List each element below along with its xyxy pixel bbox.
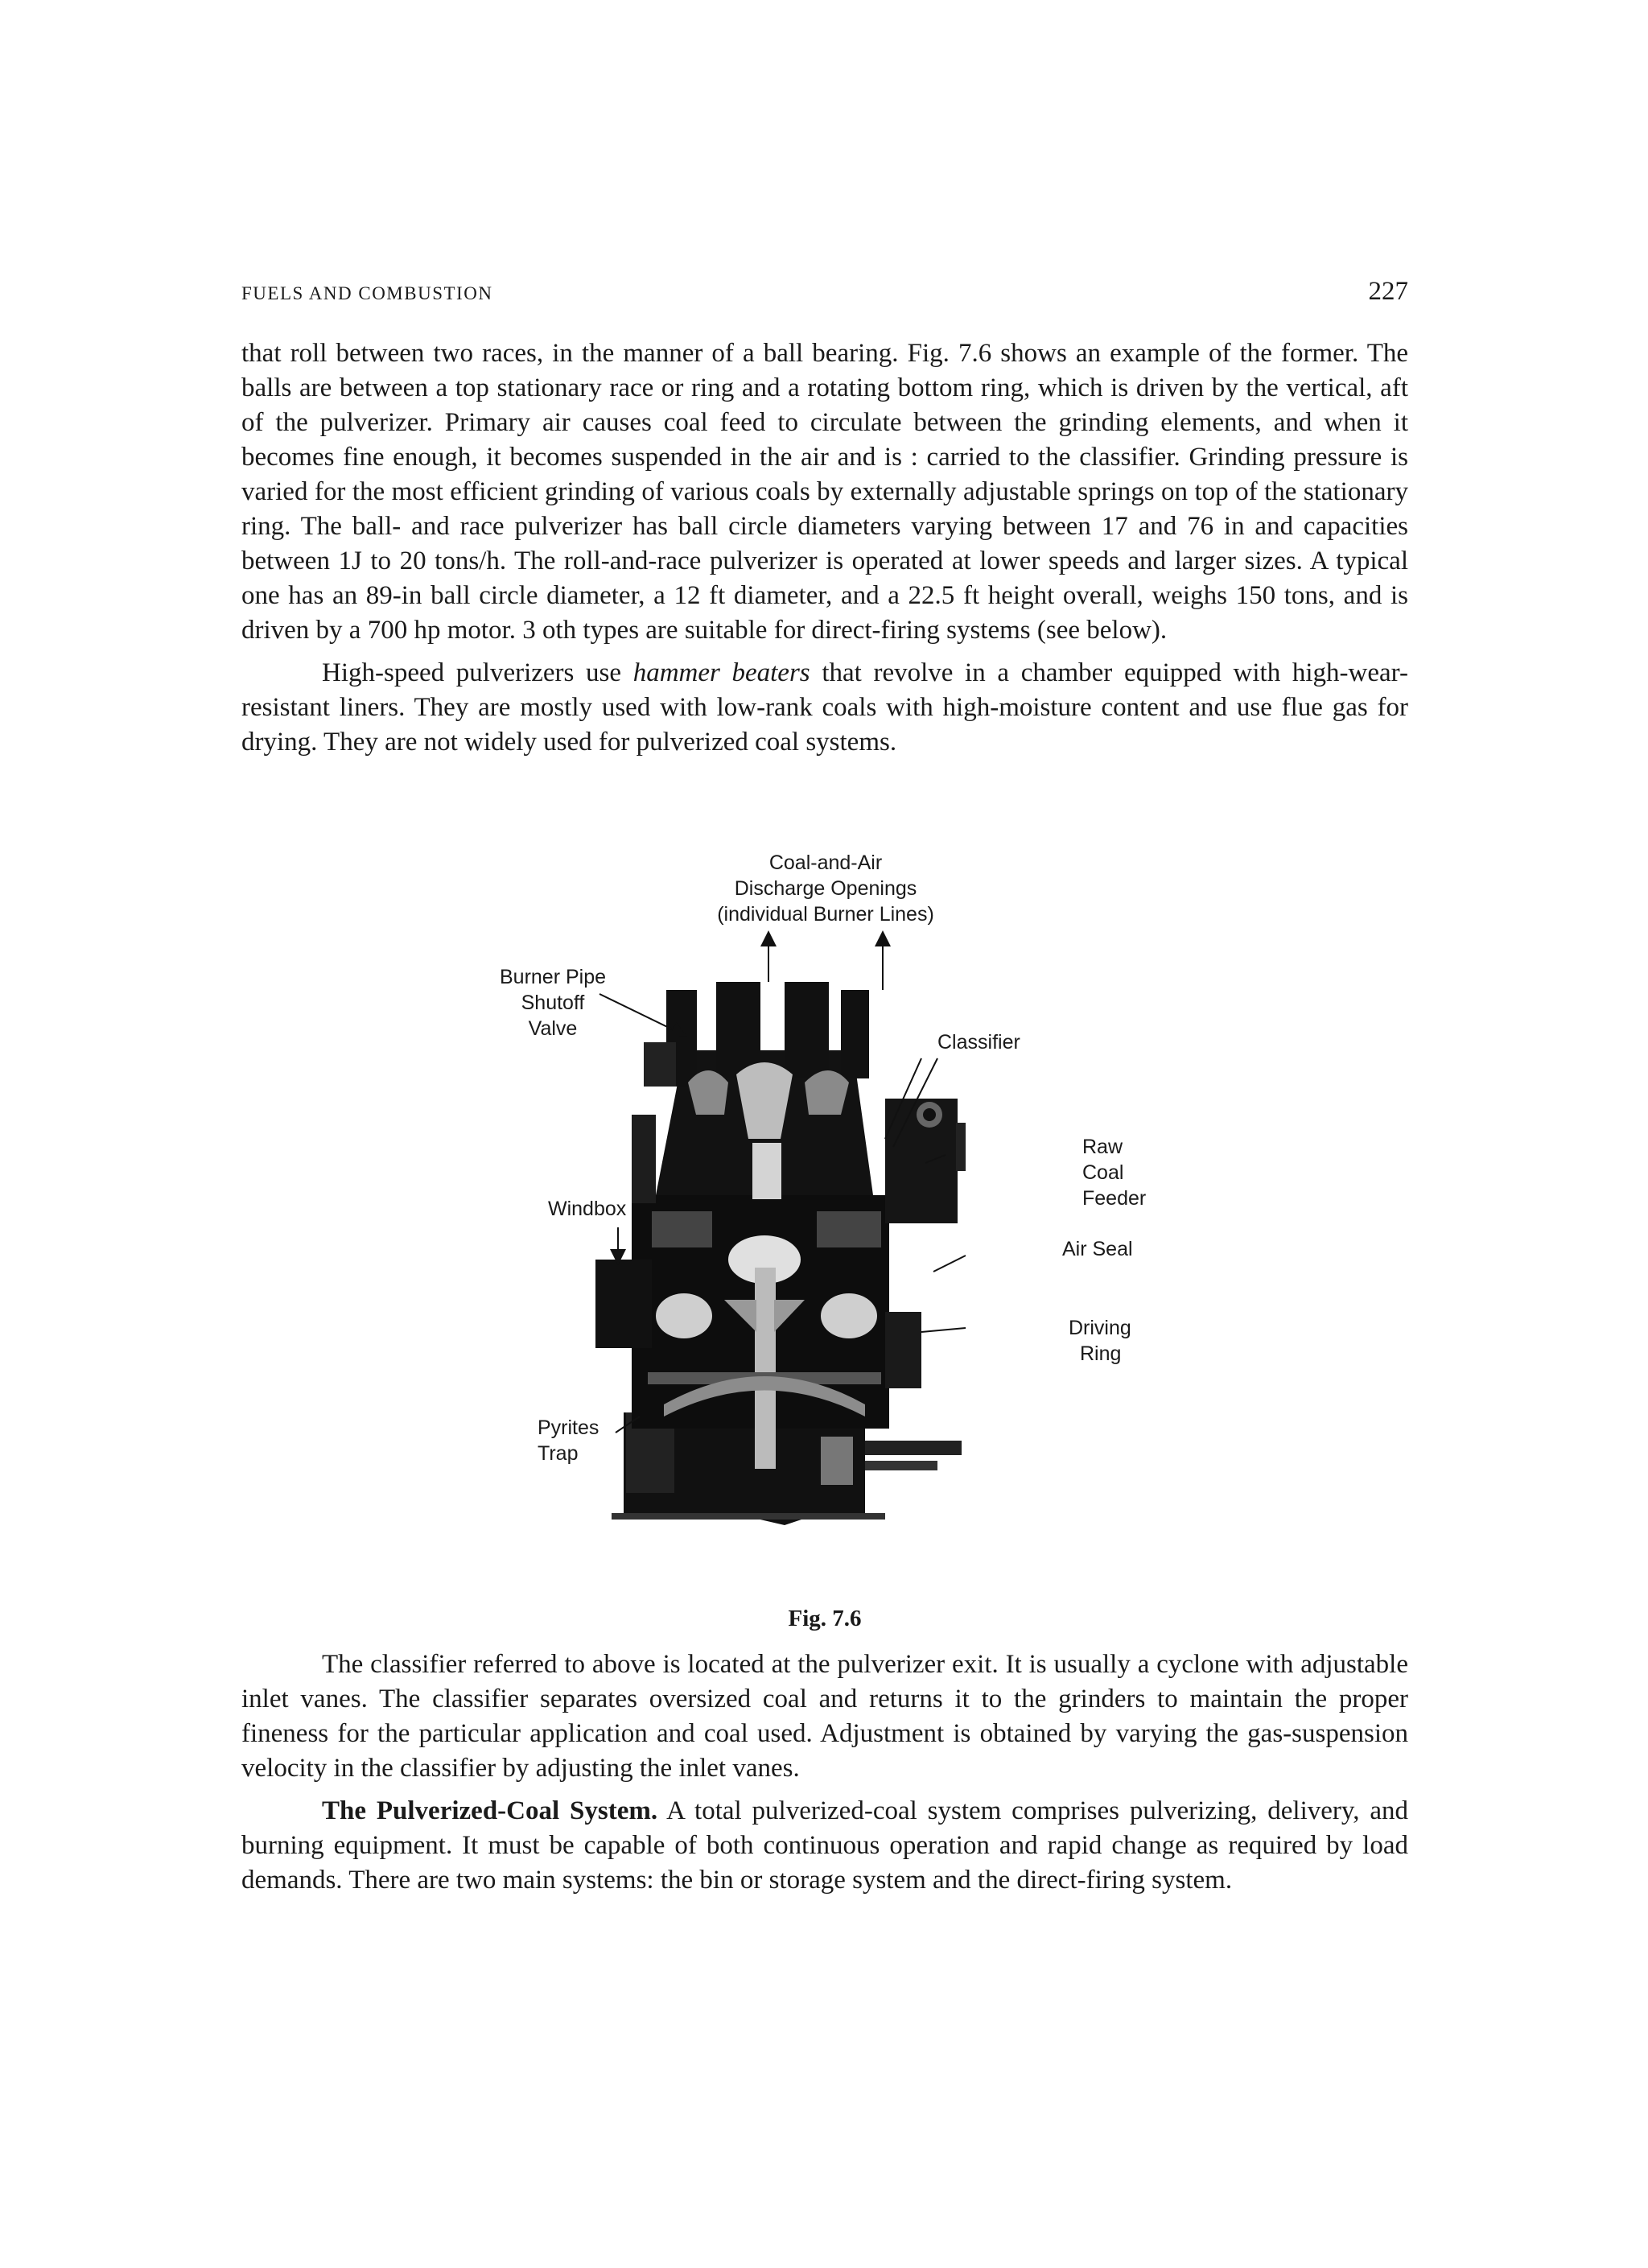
- text-run: High-speed pulverizers use: [322, 658, 633, 687]
- label-driving-1: Driving: [1069, 1317, 1131, 1339]
- label-discharge-2: Discharge Openings: [734, 877, 917, 900]
- label-classifier: Classifier: [937, 1031, 1020, 1054]
- paragraph: [241, 656, 1408, 760]
- pulverizer-figure: [483, 849, 1175, 1549]
- label-raw-2: Coal: [1082, 1161, 1124, 1184]
- body-text-bottom: [241, 1647, 1408, 1898]
- figure-caption: Fig. 7.6: [788, 1606, 862, 1631]
- paragraph: [241, 1794, 1408, 1898]
- label-discharge-1: Coal-and-Air: [768, 852, 883, 874]
- air-seal-leader: [933, 1256, 966, 1272]
- text-run: that revolve in a chamber equipped with high-wear-resistant liners. They are mostly used with low-rank coals with high-moisture content and use flue gas for drying. They are not widely used for pulverized coal systems.: [241, 658, 1408, 757]
- machine-body: [595, 982, 966, 1525]
- label-pyrites-2: Trap: [538, 1442, 579, 1465]
- label-pyrites-1: Pyrites: [538, 1416, 599, 1439]
- page-number: 227: [1368, 277, 1408, 306]
- paragraph: that roll between two races, in the manner of a ball bearing. Fig. 7.6 shows an example of the former. The balls are between a top stationary race or ring and a rotating bottom ring, which is driven by the vertical, aft of the pulverizer. Primary air causes coal feed to circulate between the grinding elements, and when it becomes fine enough, it becomes suspended in the air and is : carried to the classifier. Grinding pressure is varied for the most efficient grinding of various coals by externally adjustable springs on top of the stationary ring. The ball- and race pulverizer has ball circle diameters varying between 17 and 76 in and capacities between 1J to 20 tons/h. The roll-and-race pulverizer is operated at lower speeds and larger sizes. A typical one has an 89-in ball circle diameter, a 12 ft diameter, and a 22.5 ft height overall, weighs 150 tons, and is driven by a 700 hp motor. 3 oth types are suitable for direct-firing systems (see below).: [241, 339, 1408, 645]
- label-burner-1: Burner Pipe: [499, 966, 607, 988]
- label-burner-3: Valve: [528, 1017, 578, 1040]
- paragraph: The classifier referred to above is located at the pulverizer exit. It is usually a cyclone with adjustable inlet vanes. The classifier separates oversized coal and returns it to the grinders to maintain the proper fineness for the particular application and coal used. Adjustment is obtained by varying the gas-suspension velocity in the classifier by adjusting the inlet vanes.: [241, 1650, 1408, 1783]
- driving-ring-leader: [921, 1328, 966, 1332]
- emphasis-term: hammer beaters: [632, 658, 810, 687]
- body-text-top: [241, 336, 1408, 760]
- label-driving-2: Ring: [1080, 1342, 1122, 1365]
- section-lead: The Pulverized-Coal System.: [322, 1796, 658, 1825]
- label-raw-3: Feeder: [1082, 1187, 1147, 1210]
- running-title: FUELS AND COMBUSTION: [241, 283, 493, 303]
- running-head: [241, 277, 1408, 312]
- text-run: A total pulverized-coal system comprises pulverizing, delivery, and burning equipment. It must be capable of both continuous operation and rapid change as required by load demands. There are two main systems: the bin or storage system and the direct-firing system.: [241, 1796, 1409, 1895]
- label-air-seal: Air Seal: [1062, 1238, 1133, 1260]
- label-raw-1: Raw: [1082, 1136, 1123, 1158]
- label-windbox: Windbox: [548, 1198, 627, 1220]
- label-burner-2: Shutoff: [521, 992, 585, 1014]
- pulverizer-diagram: [483, 849, 1175, 1549]
- label-discharge-3: (individual Burner Lines): [717, 903, 934, 926]
